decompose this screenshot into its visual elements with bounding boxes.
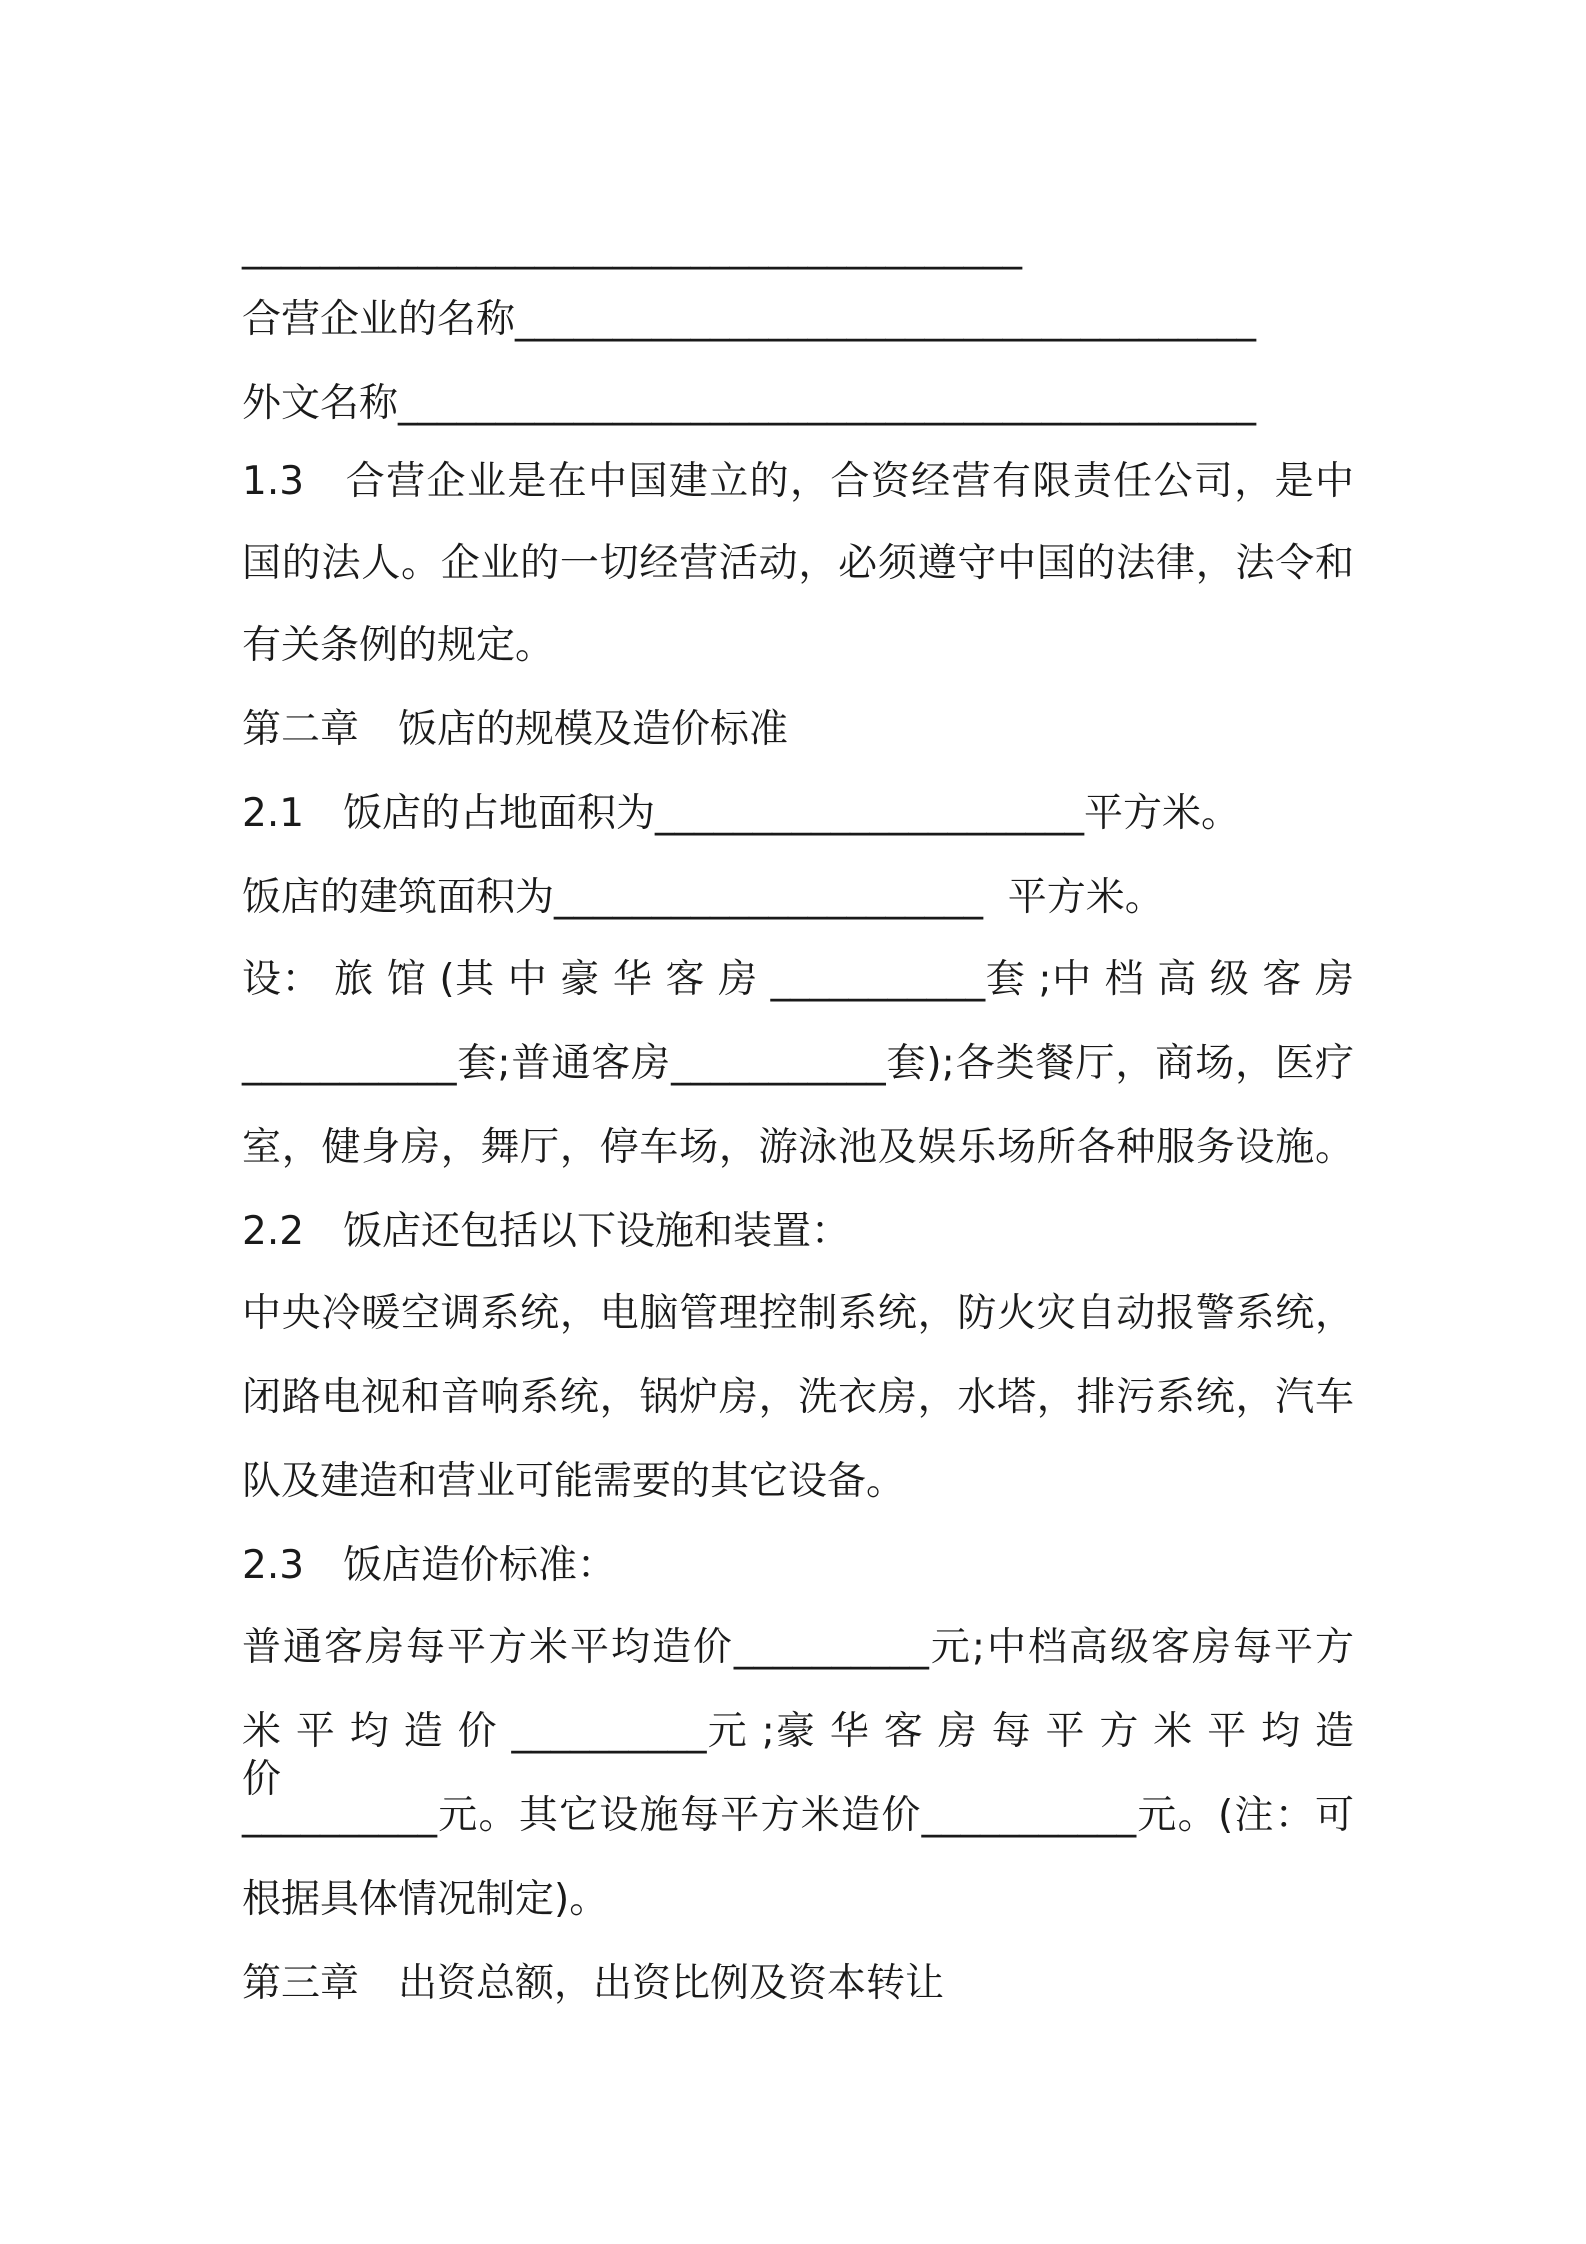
foreign-name-field: 外文名称____________________________________________ [242, 381, 1257, 426]
jv-name-field: 合营企业的名称______________________________________ [242, 297, 1257, 342]
clause-2-3-heading: 2.3 饭店造价标准： [242, 1543, 617, 1588]
clause-2-1-line-1: 2.1 饭店的占地面积为______________________平方米。 [242, 791, 1241, 836]
clause-2-2-line-3: 队及建造和营业可能需要的其它设备。 [242, 1459, 906, 1504]
chapter-3-heading: 第三章 出资总额，出资比例及资本转让 [242, 1961, 945, 2006]
chapter-2-heading: 第二章 饭店的规模及造价标准 [242, 707, 789, 752]
clause-2-2-line-2: 闭路电视和音响系统，锅炉房，洗衣房，水塔，排污系统，汽车 [242, 1375, 1354, 1420]
clause-1-3-line-1: 1.3 合营企业是在中国建立的，合资经营有限责任公司，是中 [242, 459, 1354, 504]
clause-2-2-line-1: 中央冷暖空调系统，电脑管理控制系统，防火灾自动报警系统， [242, 1291, 1354, 1336]
clause-1-3-line-2: 国的法人。企业的一切经营活动，必须遵守中国的法律，法令和 [242, 541, 1354, 586]
clause-2-3-line-4: 根据具体情况制定)。 [242, 1877, 609, 1922]
clause-2-1-line-2: 饭店的建筑面积为______________________ 平方米。 [242, 875, 1164, 920]
clause-2-2-heading: 2.2 饭店还包括以下设施和装置： [242, 1209, 851, 1254]
clause-2-3-line-1: 普通客房每平方米平均造价__________元;中档高级客房每平方 [242, 1625, 1354, 1670]
clause-2-3-line-3: __________元。其它设施每平方米造价___________元。(注：可 [242, 1793, 1354, 1838]
clause-2-1-line-4: ___________套;普通客房___________套);各类餐厅，商场，医疗 [242, 1041, 1354, 1086]
clause-2-1-line-3: 设： 旅 馆 (其 中 豪 华 客 房 ___________套 ;中 档 高 级 客 房 [242, 957, 1354, 1002]
clause-2-3-line-2: 米 平 均 造 价 __________元 ;豪 华 客 房 每 平 方 米 平 均 造 价 [242, 1709, 1354, 1802]
clause-2-1-line-5: 室，健身房，舞厅，停车场，游泳池及娱乐场所各种服务设施。 [242, 1125, 1354, 1170]
blank-line: ________________________________________ [242, 225, 1022, 270]
clause-1-3-line-3: 有关条例的规定。 [242, 623, 555, 668]
